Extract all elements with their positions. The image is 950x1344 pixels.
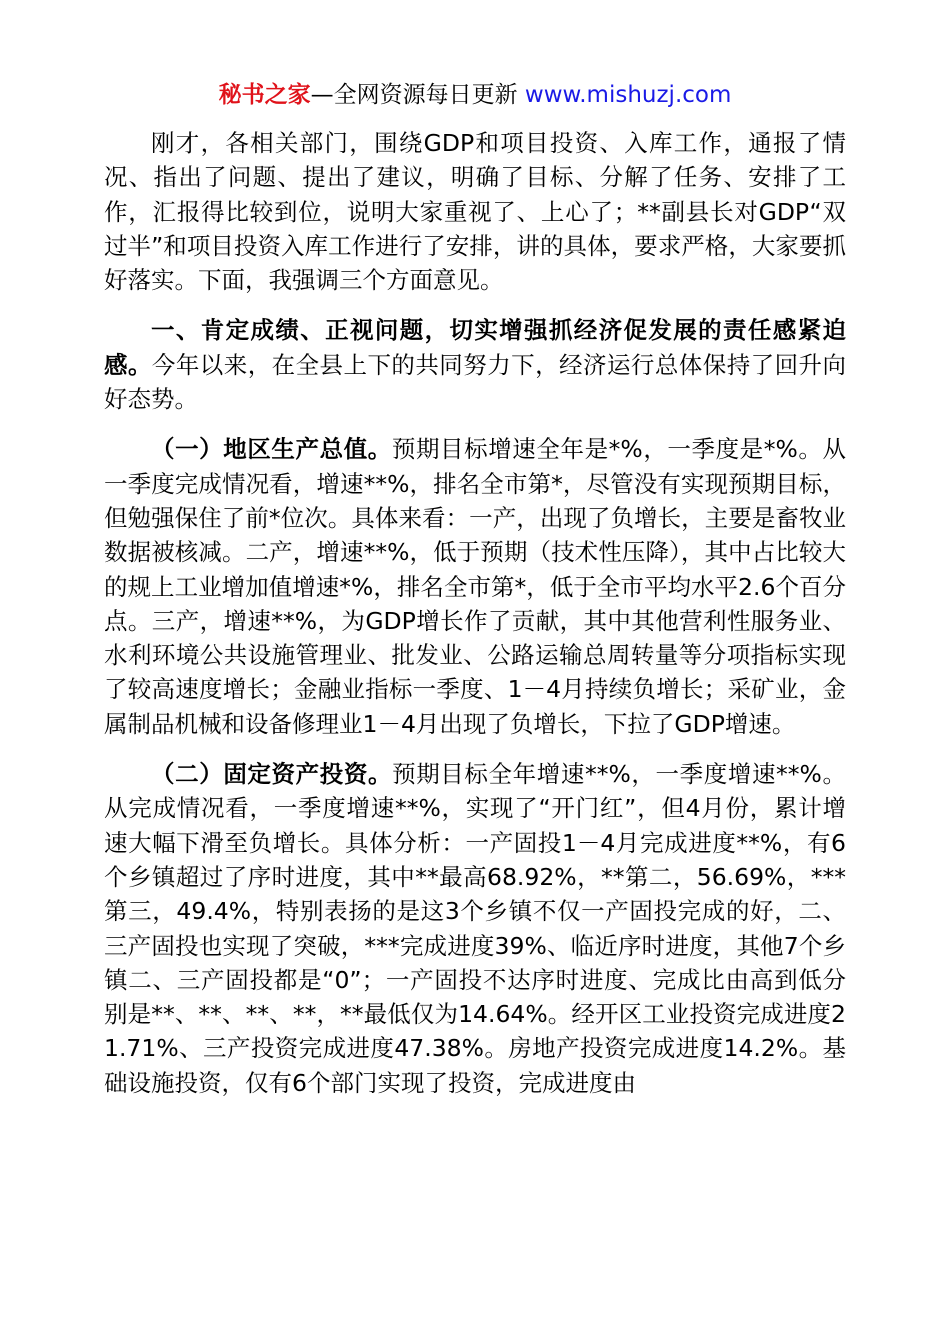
brand-name: 秘书之家: [218, 82, 311, 108]
paragraph-body: 预期目标增速全年是*%，一季度是*%。从一季度完成情况看，增速**%，排名全市第*，尽管没有实现预期目标，但勉强保住了前*位次。具体来看：一产，出现了负增长，主要是畜牧业数据被核减。二产，增速**%，低于预期（技术性压降），其中占比较大的规上工业增加值增速*%，排名全市第*，低于全市平均水平2.6个百分点。三产，增速**%，为GDP增长作了贡献，其中其他营利性服务业、水利环境公共设施管理业、批发业、公路运输总周转量等分项指标实现了较高速度增长；金融业指标一季度、1－4月持续负增长；采矿业，金属制品机械和设备修理业1－4月出现了负增长，下拉了GDP增速。: [104, 435, 846, 738]
paragraph-body: 刚才，各相关部门，围绕GDP和项目投资、入库工作，通报了情况、指出了问题、提出了建议，明确了目标、分解了任务、安排了工作，汇报得比较到位，说明大家重视了、上心了；**副县长对GDP“双过半”和项目投资入库工作进行了安排，讲的具体，要求严格，大家要抓好落实。下面，我强调三个方面意见。: [104, 129, 846, 295]
section-heading: 一、肯定成绩、正视问题，切实增强抓经济促发展的责任感紧迫感。: [104, 316, 846, 379]
paragraph-body: 今年以来，在全县上下的共同努力下，经济运行总体保持了回升向好态势。: [104, 350, 847, 414]
paragraph-body: 预期目标全年增速**%，一季度增速**%。从完成情况看，一季度增速**%，实现了“开门红”，但4月份，累计增速大幅下滑至负增长。具体分析：一产固投1－4月完成进度**%，有6个乡镇超过了序时进度，其中**最高68.92%，**第二，56.69%，***第三，49.4%，特别表扬的是这3个乡镇不仅一产固投完成的好，二、三产固投也实现了突破，***完成进度39%、临近序时进度，其他7个乡镇二、三产固投都是“0”；一产固投不达序时进度、完成比由高到低分别是**、**、**、**，**最低仅为14.64%。经开区工业投资完成进度21.71%、三产投资完成进度47.38%。房地产投资完成进度14.2%。基础设施投资，仅有6个部门实现了投资，完成进度由: [104, 760, 846, 1097]
site-url[interactable]: www.mishuzj.com: [524, 82, 732, 108]
paragraph-intro: [104, 126, 846, 297]
paragraph-investment: [104, 757, 846, 1100]
paragraph-section-1: [104, 313, 846, 416]
subsection-heading: （一）地区生产总值。: [151, 435, 392, 464]
site-header: [104, 78, 846, 112]
document-page: [104, 78, 846, 1116]
subsection-heading: （二）固定资产投资。: [151, 760, 393, 789]
paragraph-gdp: [104, 432, 846, 741]
header-slogan: —全网资源每日更新: [310, 82, 525, 108]
